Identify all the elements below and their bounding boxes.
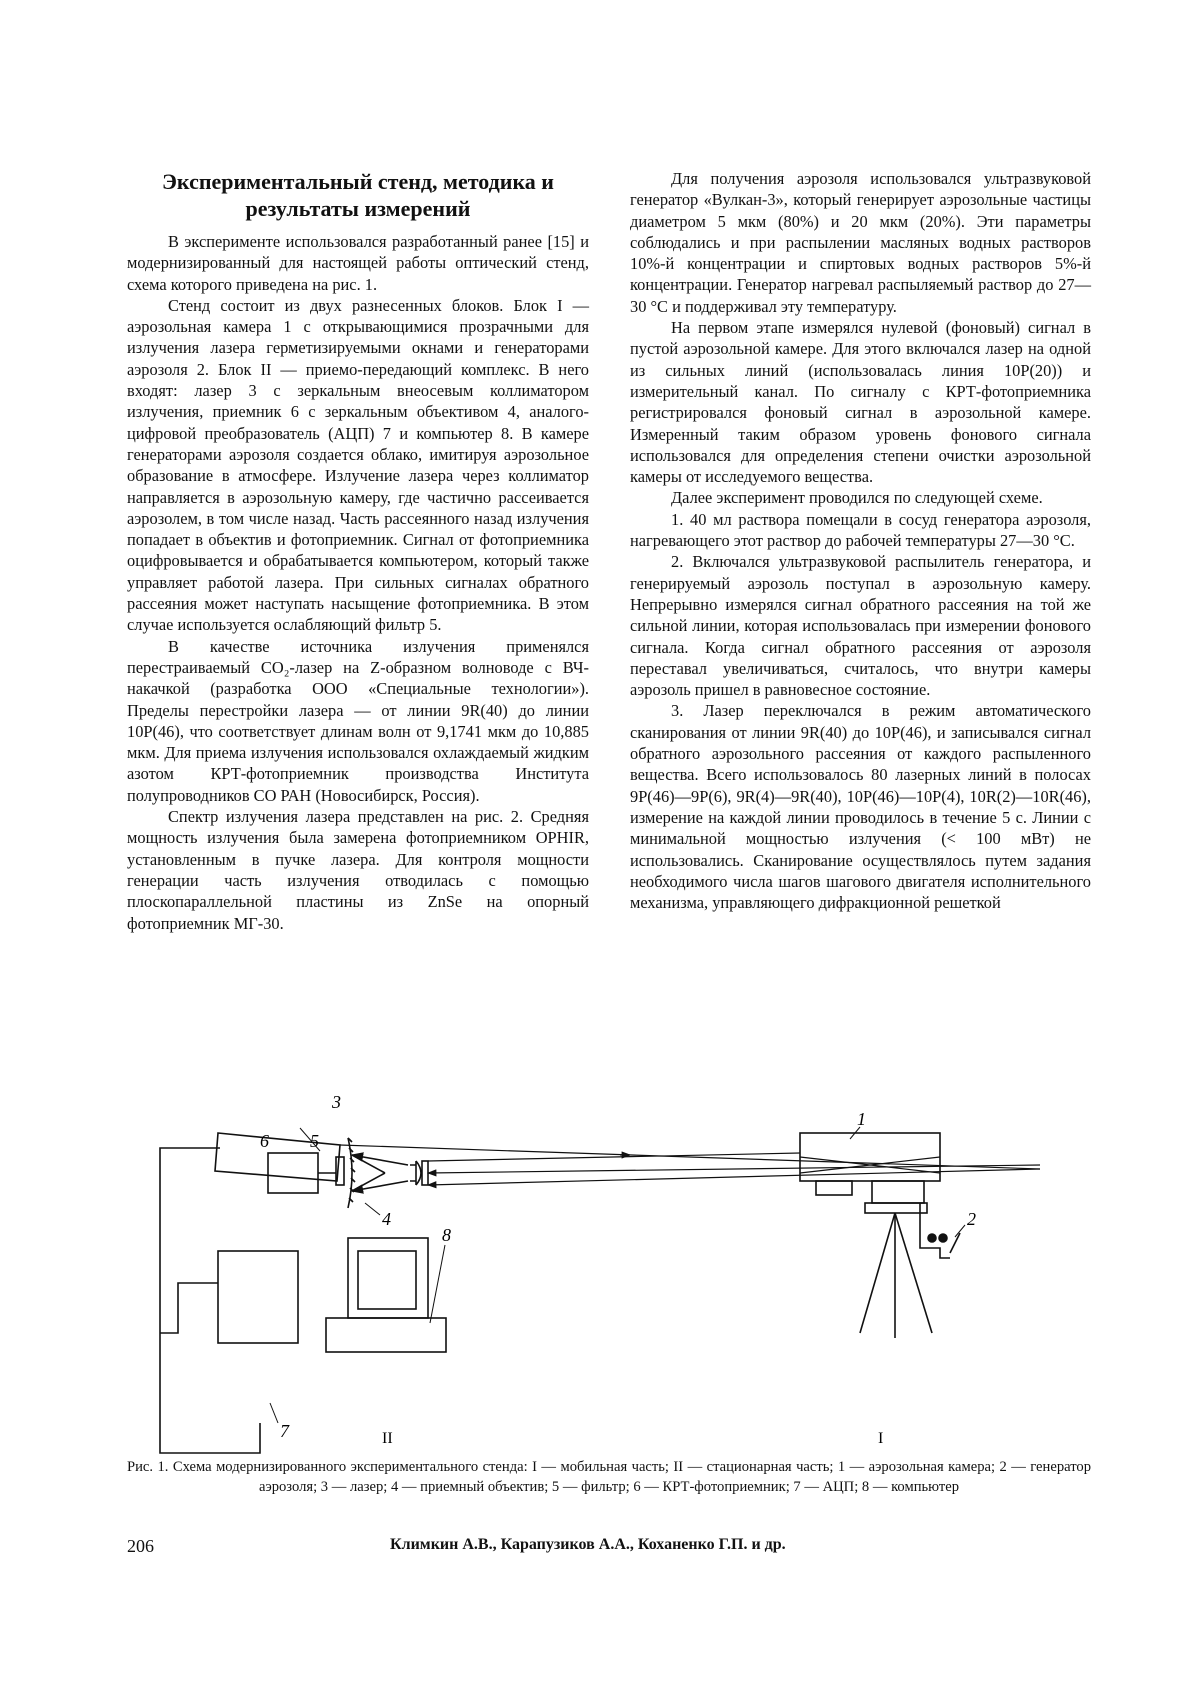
adc-wire (160, 1283, 218, 1333)
laser-wire (160, 1148, 260, 1453)
label-5: 5 (310, 1131, 319, 1151)
paragraph: Спектр излучения лазера представлен на рис. 2. Средняя мощность излучения была замерена фотоприемником OPHIR, установленным в пучке лазера. Для контроля мощности генерации часть излучения отводилась с помощью плоскопараллельной пластины из ZnSe на опорный фотоприемник МГ-30. (127, 807, 589, 933)
left-column (127, 168, 589, 934)
adc-box (218, 1251, 298, 1343)
paragraph: На первом этапе измерялся нулевой (фоновый) сигнал в пустой аэрозольной камере. Для этого включался лазер на одной из сильных линий (использовалась линия 10P(20)) и измерительный канал. По сигналу с КРТ-фотоприемника регистрировался фоновый сигнал в аэрозольной камере. Измеренный таким образом уровень фонового сигнала использовался для определения степени очистки аэрозольной камеры от исследуемого вещества. (630, 318, 1091, 487)
label-block-II: II (382, 1430, 393, 1447)
laser-box (215, 1133, 340, 1181)
paragraph: Далее эксперимент проводился по следующей схеме. (671, 488, 1043, 508)
label-6: 6 (260, 1131, 269, 1151)
paragraph: В эксперименте использовался разработанный ранее [15] и модернизированный для настоящей работы оптический стенд, схема которого приведена на рис. 1. (127, 232, 589, 294)
paragraph: Для получения аэрозоля использовался ультразвуковой генератор «Вулкан-3», который генерирует аэрозольные частицы диаметром 5 мкм (80%) и 20 мкм (20%). Эти параметры соблюдались и при распылении масляных водных растворов 10%-й концентрации и спиртовых водных растворов 5%-й концентрации. Генератор нагревал распыляемый раствор до 27—30 °C и поддерживал эту температуру. (630, 169, 1091, 316)
paragraph: Стенд состоит из двух разнесенных блоков. Блок I — аэрозольная камера 1 с открывающимися прозрачными для излучения лазера герметизируемыми окнами и генераторами аэрозоля 2. Блок II — приемо-передающий комплекс. В него входят: лазер 3 с зеркальным внеосевым коллиматором излучения, приемник 6 с зеркальным объективом 4, аналого-цифровой преобразователь (АЦП) 7 и компьютер 8. В камере генераторами аэрозоля создается облако, имитируя аэрозольное образование в атмосфере. Излучение лазера через коллиматор направляется в аэрозольную камеру, где частично рассеивается аэрозолем, в том числе назад. Часть рассеянного назад излучения попадает в объектив и фотоприемник. Сигнал от фотоприемника оцифровывается и обрабатывается компьютером, который также управляет работой лазера. При сильных сигналах обратного рассеяния может наступать насыщение фотоприемника. В этом случае используется ослабляющий фильтр 5. (127, 295, 589, 635)
receiver-box (268, 1153, 318, 1193)
computer-base (326, 1318, 446, 1352)
running-authors: Климкин А.В., Карапузиков А.А., Коханенко Г.П. и др. (390, 1536, 786, 1553)
section-heading: Экспериментальный стенд, методика и результаты измерений (162, 169, 554, 221)
page-number: 206 (127, 1536, 154, 1556)
label-7: 7 (280, 1421, 289, 1441)
label-1: 1 (857, 1109, 866, 1129)
setup-diagram (160, 1092, 1080, 1453)
label-4: 4 (382, 1209, 391, 1229)
figure-caption: Рис. 1. Схема модернизированного экспериментального стенда: I — мобильная часть; II — стационарная часть; 1 — аэрозольная камера; 2 — генератор аэрозоля; 3 — лазер; 4 — приемный объектив; 5 — фильтр; 6 — КРТ-фотоприемник; 7 — АЦП; 8 — компьютер (127, 1459, 1091, 1495)
paragraph: 2. Включался ультразвуковой распылитель генератора, и генерируемый аэрозоль поступал в аэрозольную камеру. Непрерывно измерялся сигнал обратного рассеяния на той же сильной линии, которая использовалась при измерении фонового сигнала. Когда сигнал обратного рассеяния от аэрозоля переставал увеличиваться, считалось, что внутри камеры аэрозоль пришел в равновесное состояние. (630, 552, 1091, 700)
label-8: 8 (442, 1225, 451, 1245)
right-column (630, 168, 1091, 913)
label-3: 3 (332, 1092, 341, 1112)
paragraph: В качестве источника излучения применялся перестраиваемый CO₂-лазер на Z-образном волноводе с ВЧ-накачкой (разработка ООО «Специальные технологии»). Пределы перестройки лазера — от линии 9R(40) до линии 10P(46), что соответствует длинам волн от 9,1741 мкм до 10,885 мкм. Для приема излучения использовался охлаждаемый жидким азотом КРТ-фотоприемник производства Института полупроводников СО РАН (Новосибирск, Россия). (127, 636, 589, 805)
paragraph: 3. Лазер переключался в режим автоматического сканирования от линии 9R(40) до 10P(46), и записывался сигнал обратного аэрозольного рассеяния от каждого распыленного вещества. Всего использовалось 80 лазерных линий в полосах 9P(46)—9P(6), 9R(4)—9R(40), 10P(46)—10P(4), 10R(2)—10R(46), измерение на каждой линии проводилось в течение 5 с. Линии с минимальной мощностью излучения (< 100 мВт) не использовались. Сканирование осуществлялось путем задания необходимого числа шагов шагового двигателя исполнительного механизма, управляющего дифракционной решеткой (630, 701, 1091, 913)
paragraph: 1. 40 мл раствора помещали в сосуд генератора аэрозоля, нагревающего этот раствор до рабочей температуры 27—30 °C. (630, 509, 1091, 551)
label-block-I: I (878, 1430, 884, 1447)
label-2: 2 (967, 1209, 976, 1229)
